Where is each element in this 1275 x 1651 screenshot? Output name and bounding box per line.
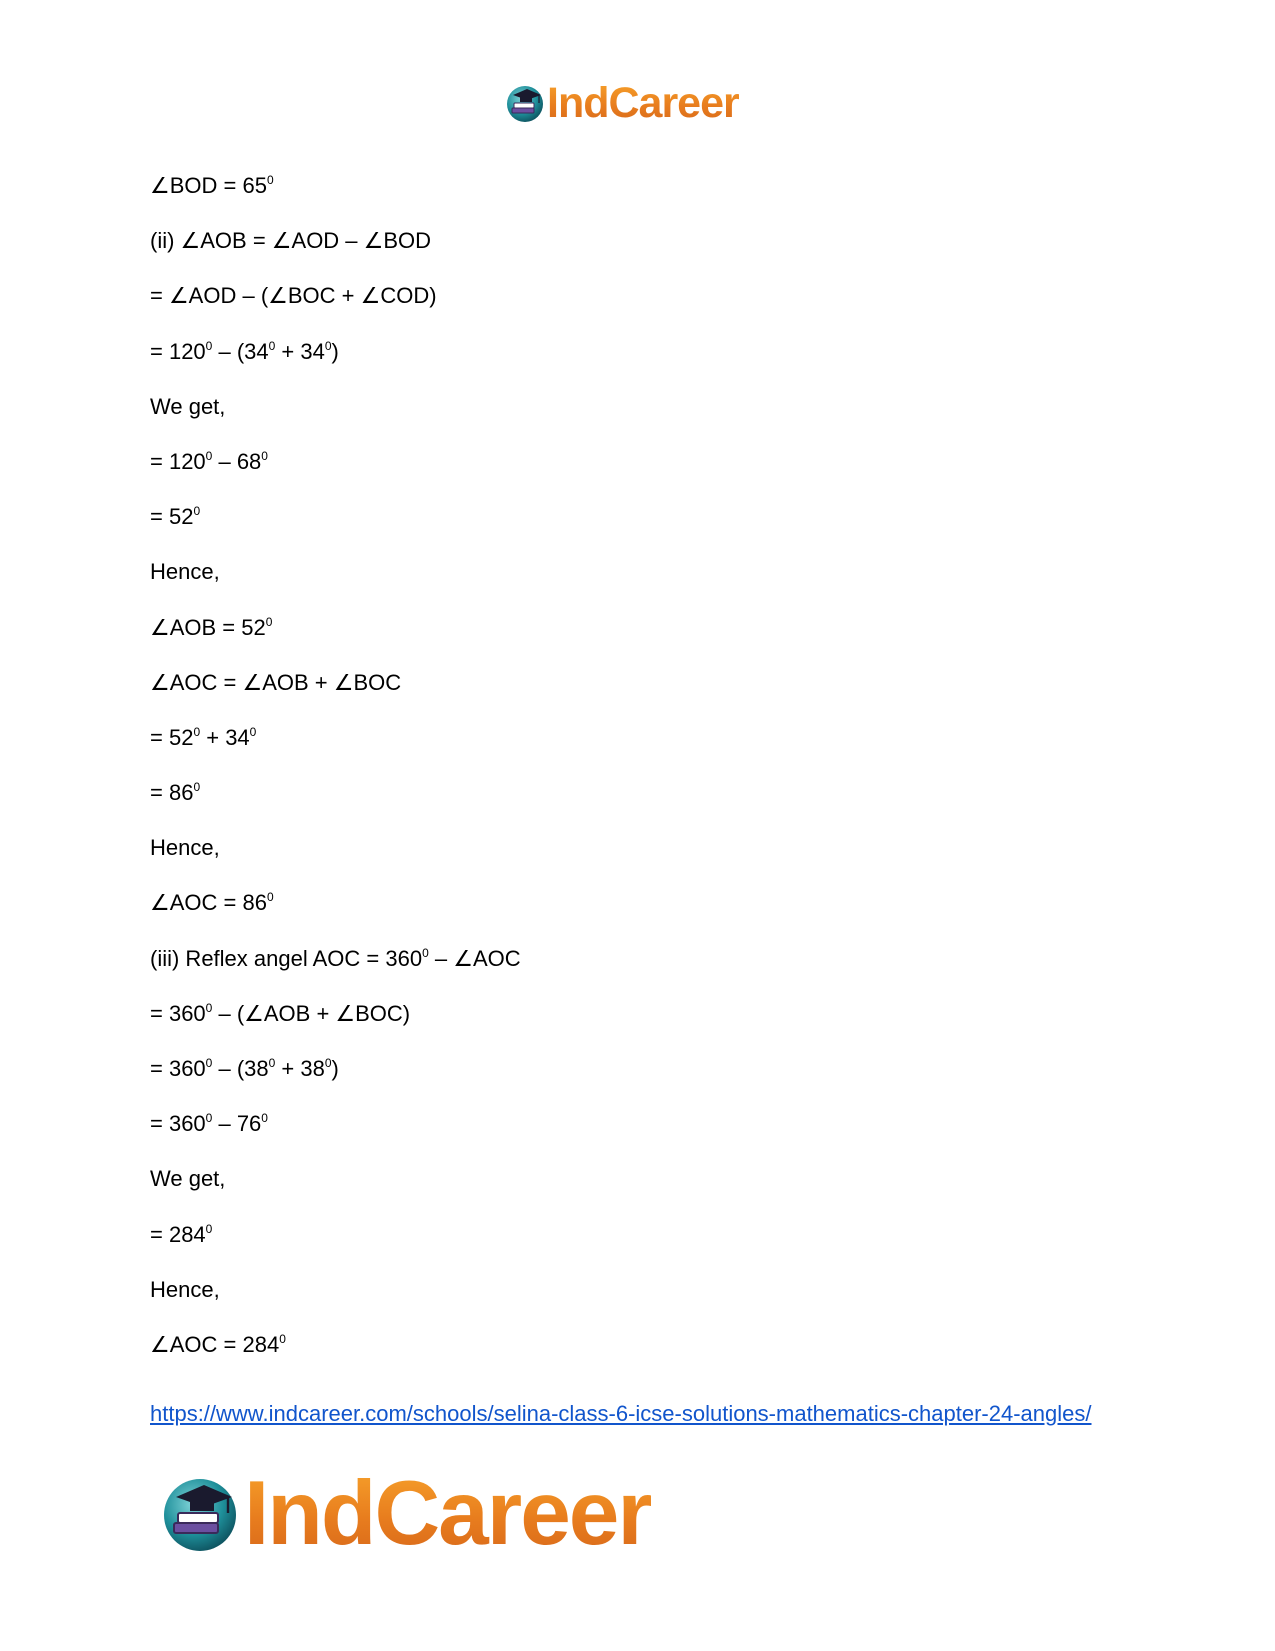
solution-body (150, 172, 1130, 1386)
source-link[interactable]: https://www.indcareer.com/schools/selina-class-6-icse-solutions-mathematics-chapter-24-angles/ (150, 1401, 1092, 1426)
line-text: ) (331, 1056, 339, 1081)
degree-superscript: 0 (261, 1111, 268, 1126)
solution-line (150, 558, 1130, 585)
line-text: = 360 (150, 1056, 206, 1081)
solution-line (150, 669, 1130, 696)
solution-line (150, 1055, 1130, 1082)
degree-superscript: 0 (205, 1000, 213, 1015)
line-text: – 68 (212, 448, 262, 474)
header-logo (505, 78, 739, 128)
degree-superscript: 0 (422, 945, 429, 960)
solution-line (150, 227, 1130, 254)
degree-superscript: 0 (268, 1056, 276, 1070)
graduation-cap-books-globe-icon (505, 83, 545, 123)
footer-logo-text: IndCareer (244, 1462, 651, 1564)
line-text: = ∠AOD – (∠BOC + ∠COD) (150, 283, 437, 309)
line-text: – (38 (212, 1056, 269, 1081)
degree-superscript: 0 (193, 724, 201, 739)
solution-line (150, 834, 1130, 861)
line-text: = 284 (150, 1221, 206, 1247)
degree-superscript: 0 (279, 1331, 286, 1346)
solution-line (150, 889, 1130, 916)
line-text: + 38 (275, 1056, 325, 1081)
line-text: ∠AOB = 52 (150, 614, 266, 640)
line-text: (ii) ∠AOB = ∠AOD – ∠BOD (150, 228, 432, 254)
degree-superscript: 0 (193, 504, 201, 519)
degree-superscript: 0 (249, 724, 257, 739)
solution-line (150, 1110, 1130, 1137)
line-text: ∠AOC = 86 (150, 890, 267, 916)
line-text: = 360 (150, 1111, 206, 1137)
line-text: – (34 (212, 338, 269, 364)
line-text: = 86 (150, 780, 194, 806)
degree-superscript: 0 (205, 448, 213, 463)
line-text: – ∠AOC (428, 945, 521, 971)
line-text: + 34 (275, 338, 325, 364)
degree-superscript: 0 (205, 1111, 213, 1126)
line-text: We get, (150, 393, 226, 419)
solution-line (150, 1221, 1130, 1248)
line-text: Hence, (150, 559, 220, 585)
line-text: (iii) Reflex angel AOC = 360 (150, 945, 423, 971)
solution-line (150, 393, 1130, 420)
degree-superscript: 0 (324, 1056, 332, 1070)
line-text: = 52 (150, 724, 194, 750)
line-text: – 76 (212, 1111, 262, 1137)
line-text: + 34 (200, 724, 250, 750)
line-text: = 120 (150, 448, 206, 474)
degree-superscript: 0 (266, 173, 274, 187)
line-text: We get, (150, 1166, 226, 1192)
degree-superscript: 0 (205, 1056, 213, 1070)
line-text: ∠BOD = 65 (150, 173, 267, 198)
solution-line (150, 945, 1130, 972)
solution-line (150, 172, 1130, 199)
solution-line (150, 338, 1130, 365)
line-text: = 52 (150, 504, 194, 530)
line-text: Hence, (150, 835, 220, 861)
solution-line (150, 282, 1130, 309)
solution-line (150, 1276, 1130, 1303)
solution-line (150, 503, 1130, 530)
degree-superscript: 0 (324, 338, 332, 353)
solution-line (150, 614, 1130, 641)
line-text: – (∠AOB + ∠BOC) (212, 1000, 411, 1026)
degree-superscript: 0 (261, 448, 268, 463)
header-logo-text: IndCareer (547, 78, 739, 127)
solution-line (150, 448, 1130, 475)
line-text: ∠AOC = 284 (150, 1331, 280, 1357)
solution-line (150, 1000, 1130, 1027)
footer-logo (160, 1462, 651, 1564)
degree-superscript: 0 (205, 338, 213, 353)
graduation-cap-books-globe-icon (160, 1473, 240, 1553)
degree-superscript: 0 (266, 890, 274, 905)
degree-superscript: 0 (193, 780, 201, 795)
solution-line (150, 1331, 1130, 1358)
solution-line (150, 1165, 1130, 1192)
line-text: Hence, (150, 1276, 220, 1302)
line-text: = 120 (150, 338, 206, 364)
solution-line (150, 724, 1130, 751)
degree-superscript: 0 (205, 1221, 213, 1236)
degree-superscript: 0 (268, 338, 276, 353)
line-text: ) (331, 338, 339, 364)
line-text: ∠AOC = ∠AOB + ∠BOC (150, 669, 402, 695)
solution-line (150, 779, 1130, 806)
line-text: = 360 (150, 1000, 206, 1026)
degree-superscript: 0 (265, 614, 273, 629)
